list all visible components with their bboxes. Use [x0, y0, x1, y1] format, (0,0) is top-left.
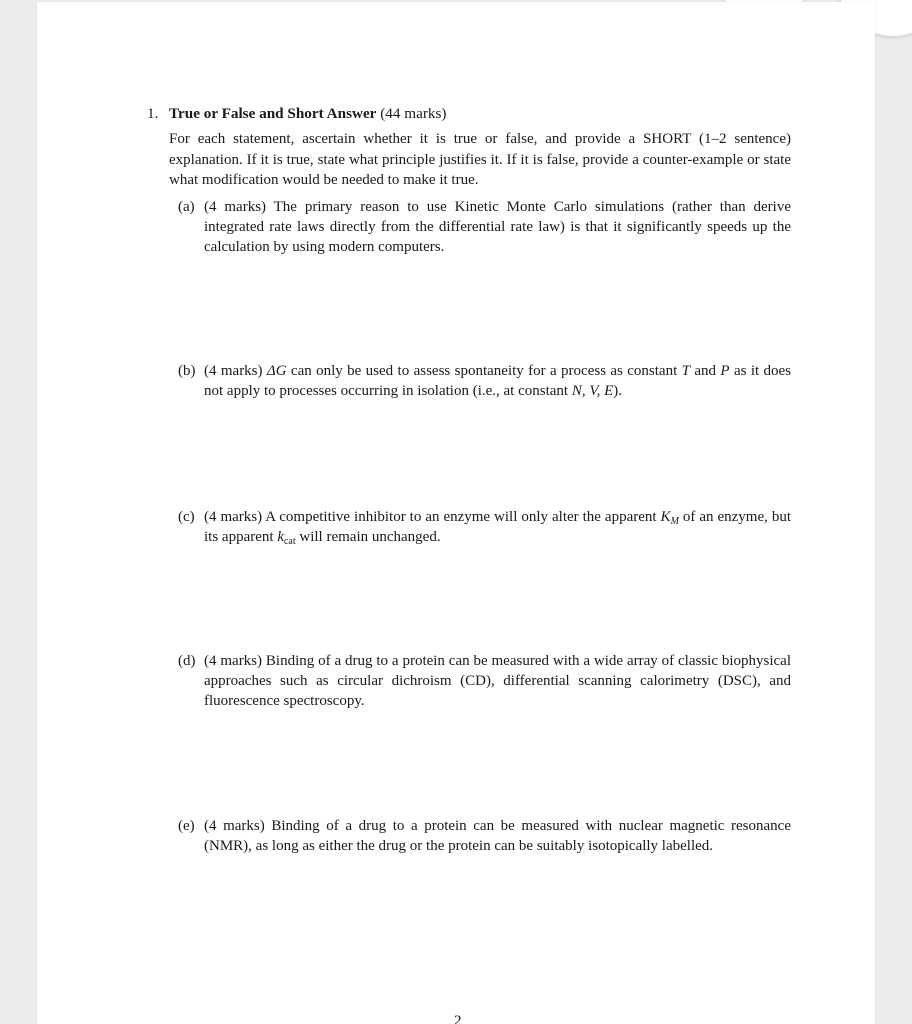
statement-body	[204, 651, 791, 711]
question-number: 1.	[147, 105, 159, 122]
page-number: 2	[454, 1013, 462, 1024]
math-t: T	[681, 363, 690, 379]
math-kcat-subscript: cat	[283, 536, 296, 547]
question-title: True or False and Short Answer	[169, 105, 377, 122]
math-kcat: k	[277, 529, 284, 545]
question-heading	[147, 104, 446, 124]
statement-label: (b)	[178, 363, 196, 379]
statement-text: will remain unchanged.	[299, 529, 441, 545]
statement-text: can only be used to assess spontaneity for a process as constant	[290, 363, 678, 379]
statement-label: (d)	[178, 653, 196, 669]
statement-marks: (4 marks)	[204, 199, 267, 215]
math-nve: N, V, E	[571, 383, 614, 399]
statement-label: (a)	[178, 199, 195, 215]
statement-d	[178, 651, 791, 711]
math-p: P	[720, 363, 730, 379]
question-marks: (44 marks)	[380, 105, 447, 122]
statement-text: A competitive inhibitor to an enzyme will only alter the apparent	[265, 509, 657, 525]
statement-marks: (4 marks)	[204, 818, 265, 834]
statement-text: and	[694, 363, 717, 379]
math-delta-g: ΔG	[266, 363, 287, 379]
statement-label: (e)	[178, 818, 195, 834]
statement-text: ).	[613, 383, 622, 399]
statement-label: (c)	[178, 509, 195, 525]
statement-body	[204, 507, 791, 547]
question-instructions: For each statement, ascertain whether it is true or false, and provide a SHORT (1–2 sentence) explanation. If it is true, state what principle justifies it. If it is false, provide a counter-example or state what modification would be needed to make it true.	[169, 131, 791, 188]
statement-e	[178, 816, 791, 856]
statement-text: Binding of a drug to a protein can be measured with nuclear magnetic resonance (NMR), as long as either the drug or the protein can be suitably isotopically labelled.	[204, 818, 791, 854]
statement-body	[204, 197, 791, 257]
statement-body	[204, 816, 791, 856]
math-km: K	[660, 509, 671, 525]
math-km-subscript: M	[670, 516, 679, 527]
statement-marks: (4 marks)	[204, 653, 263, 669]
statement-marks: (4 marks)	[204, 363, 263, 379]
statement-b	[178, 361, 791, 401]
statement-text: of an enzyme, but its apparent	[204, 509, 792, 545]
statement-marks: (4 marks)	[204, 509, 263, 525]
statement-a	[178, 197, 791, 257]
statement-text: Binding of a drug to a protein can be measured with a wide array of classic biophysical approaches such as circular dichroism (CD), differential scanning calorimetry (DSC), and fluorescence spectroscopy.	[204, 653, 792, 709]
statement-c	[178, 507, 791, 547]
statement-body	[204, 361, 791, 401]
statement-text: as it does not apply to processes occurring in isolation (i.e., at constant	[204, 363, 792, 399]
statement-text: The primary reason to use Kinetic Monte Carlo simulations (rather than derive integrated rate laws directly from the differential rate law) is that it significantly speeds up the calculation by using modern computers.	[204, 199, 791, 255]
